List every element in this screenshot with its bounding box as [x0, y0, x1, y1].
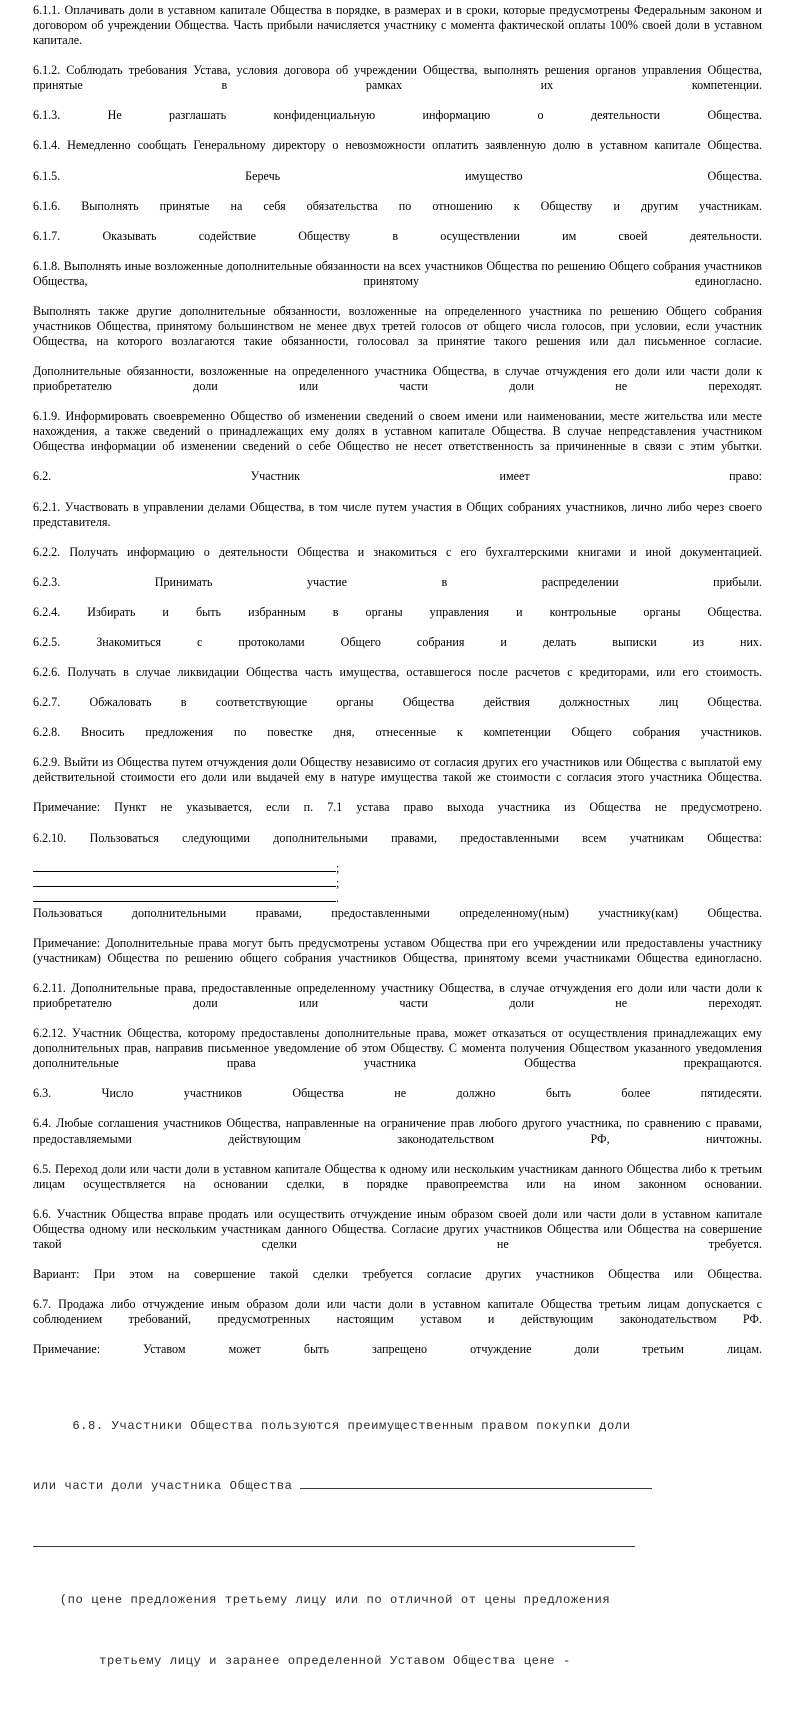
clause-paragraph: 6.2.3. Принимать участие в распределении прибыли.	[33, 574, 762, 589]
mono-note-line: (по цене предложения третьему лицу или по отличной от цены предложения	[59, 1593, 611, 1608]
blank-underline[interactable]	[33, 891, 336, 902]
clause-paragraph: 6.7. Продажа либо отчуждение иным образом доли или части доли в уставном капитале Общества третьим лицам допускается с соблюдением требований, предусмотренных настоящим уставом и действующим законодательством РФ.	[33, 1297, 762, 1327]
clause-paragraph: Пользоваться дополнительными правами, предоставленными определенному(ным) участнику(кам) Общества.	[33, 905, 762, 920]
clause-paragraph: 6.6. Участник Общества вправе продать или осуществить отчуждение иным образом своей доли или части доли в уставном капитале Общества одному или нескольким участникам данного Общества. Согласие других участников Общества или Общества на совершение такой сделки не требуется.	[33, 1206, 762, 1251]
clause-paragraph: 6.5. Переход доли или части доли в уставном капитале Общества к одному или нескольким участникам данного Общества либо к третьим лицам осуществляется на основании сделки, в порядке правопреемства или на ином законном основании.	[33, 1161, 762, 1191]
clause-paragraph: 6.1.8. Выполнять иные возложенные дополнительные обязанности на всех участников Общества по решению Общего собрания участников Общества, принятому единогласно.	[33, 258, 762, 288]
blank-underline-full[interactable]	[33, 1546, 635, 1547]
clause-paragraph: 6.1.6. Выполнять принятые на себя обязательства по отношению к Обществу и другим участникам.	[33, 198, 762, 213]
clause-paragraph: 6.1.7. Оказывать содействие Обществу в осуществлении им своей деятельности.	[33, 228, 762, 243]
clause-paragraph: 6.2.4. Избирать и быть избранным в органы управления и контрольные органы Общества.	[33, 604, 762, 619]
blank-underline[interactable]	[33, 876, 336, 887]
note-paragraph: Примечание: Дополнительные права могут быть предусмотрены уставом Общества при его учреждении или предоставлены участнику (участникам) Общества по решению общего собрания участников Общества, принятому всеми участниками Общества единогласно.	[33, 935, 762, 965]
clause-paragraph: 6.2.1. Участвовать в управлении делами Общества, в том числе путем участия в Общих собраниях участников, лично либо через своего представителя.	[33, 499, 762, 529]
charter-body-text	[33, 3, 762, 1372]
clause-paragraph: 6.2. Участник имеет право:	[33, 469, 762, 484]
note-paragraph: Примечание: Уставом может быть запрещено отчуждение доли третьим лицам.	[33, 1342, 762, 1357]
blank-underline[interactable]	[33, 861, 336, 872]
clause-paragraph: 6.3. Число участников Общества не должно быть более пятидесяти.	[33, 1086, 762, 1101]
clause-paragraph: 6.2.2. Получать информацию о деятельности Общества и знакомиться с его бухгалтерскими книгами и иной документацией.	[33, 544, 762, 559]
blank-underline[interactable]	[300, 1479, 652, 1489]
clause-paragraph: 6.1.9. Информировать своевременно Общество об изменении сведений о своем имени или наименовании, месте жительства или месте нахождения, а также сведений о принадлежащих ему долях в уставном капитале Общества. В случае непредставления участником Общества информации об изменении сведений о себе Общество не несет ответственность за причиненные в связи с этим убытки.	[33, 409, 762, 454]
mono-note-line: третьему лицу и заранее определенной Уставом Общества цене -	[99, 1653, 571, 1668]
blank-terminator: ;	[336, 875, 340, 890]
clause-paragraph: 6.1.2. Соблюдать требования Устава, условия договора об учреждении Общества, выполнять решения органов управления Общества, принятые в рамках их компетенции.	[33, 63, 762, 93]
clause-paragraph: 6.2.11. Дополнительные права, предоставленные определенному участнику Общества, в случае отчуждения его доли или части доли к приобретателю доли или части доли не переходят.	[33, 981, 762, 1011]
variant-paragraph: Вариант: При этом на совершение такой сделки требуется согласие других участников Общества или Общества.	[33, 1266, 762, 1281]
clause-paragraph: 6.2.10. Пользоваться следующими дополнительными правами, предоставленными всем учатникам Общества:	[33, 830, 762, 845]
clause-paragraph: 6.4. Любые соглашения участников Общества, направленные на ограничение прав любого другого участника, по сравнению с правами, предоставляемыми действующим законодательством РФ, ничтожны.	[33, 1116, 762, 1146]
clause-paragraph: 6.1.1. Оплачивать доли в уставном капитале Общества в порядке, в размерах и в сроки, которые предусмотрены Федеральным законом и договором об учреждении Общества. Часть прибыли начисляется участнику с момента фактической оплаты 100% своей доли в уставном капитале.	[33, 3, 762, 48]
clause-paragraph: Дополнительные обязанности, возложенные на определенного участника Общества, в случае отчуждения его доли или части доли к приобретателю доли или части доли не переходят.	[33, 364, 762, 394]
clause-paragraph: 6.2.12. Участник Общества, которому предоставлены дополнительные права, может отказаться от осуществления принадлежащих ему дополнительных прав, направив письменное уведомление об этом Обществу. С момента получения Обществом указанного уведомления дополнительные права участника Общества прекращаются.	[33, 1026, 762, 1071]
blank-terminator: ;	[336, 860, 340, 875]
mono-clause-line: 6.8. Участники Общества пользуются преимущественным правом покупки доли	[33, 1418, 631, 1433]
clause-paragraph: 6.2.6. Получать в случае ликвидации Общества часть имущества, оставшегося после расчетов с кредиторами, или его стоимость.	[33, 665, 762, 680]
clause-paragraph: 6.1.4. Немедленно сообщать Генеральному директору о невозможности оплатить заявленную долю в уставном капитале Общества.	[33, 138, 762, 153]
clause-paragraph: 6.2.8. Вносить предложения по повестке дня, отнесенные к компетенции Общего собрания участников.	[33, 725, 762, 740]
clause-paragraph: Выполнять также другие дополнительные обязанности, возложенные на определенного участника по решению Общего собрания участников Общества, принятому большинством не менее двух третей голосов от общего числа голосов, при условии, если участник Общества, на которого возлагаются такие обязанности, голосовал за принятие такого решения или дал письменное согласие.	[33, 303, 762, 349]
clause-paragraph: 6.1.5. Беречь имущество Общества.	[33, 168, 762, 183]
preemptive-right-block	[33, 1375, 762, 1711]
clause-paragraph: 6.2.5. Знакомиться с протоколами Общего собрания и делать выписки из них.	[33, 634, 762, 649]
blank-terminator: .	[336, 890, 340, 905]
fill-in-blank-row[interactable]	[33, 876, 762, 891]
mono-clause-prefix: или части доли участника Общества	[33, 1479, 301, 1494]
mono-clause-line-with-blank[interactable]	[33, 1476, 762, 1496]
note-paragraph: Примечание: Пункт не указывается, если п. 7.1 устава право выхода участника из Общества не предусмотрено.	[33, 800, 762, 815]
fill-in-blank-row[interactable]	[33, 891, 762, 906]
clause-paragraph: 6.1.3. Не разглашать конфиденциальную информацию о деятельности Общества.	[33, 108, 762, 123]
clause-paragraph: 6.2.7. Обжаловать в соответствующие органы Общества действия должностных лиц Общества.	[33, 695, 762, 710]
fill-in-blank-row[interactable]	[33, 861, 762, 876]
clause-paragraph: 6.2.9. Выйти из Общества путем отчуждения доли Обществу независимо от согласия других его участников или Общества с выплатой ему действительной стоимости его доли или выдачей ему в натуре имущества такой же стоимости с согласия этого участника Общества.	[33, 755, 762, 785]
